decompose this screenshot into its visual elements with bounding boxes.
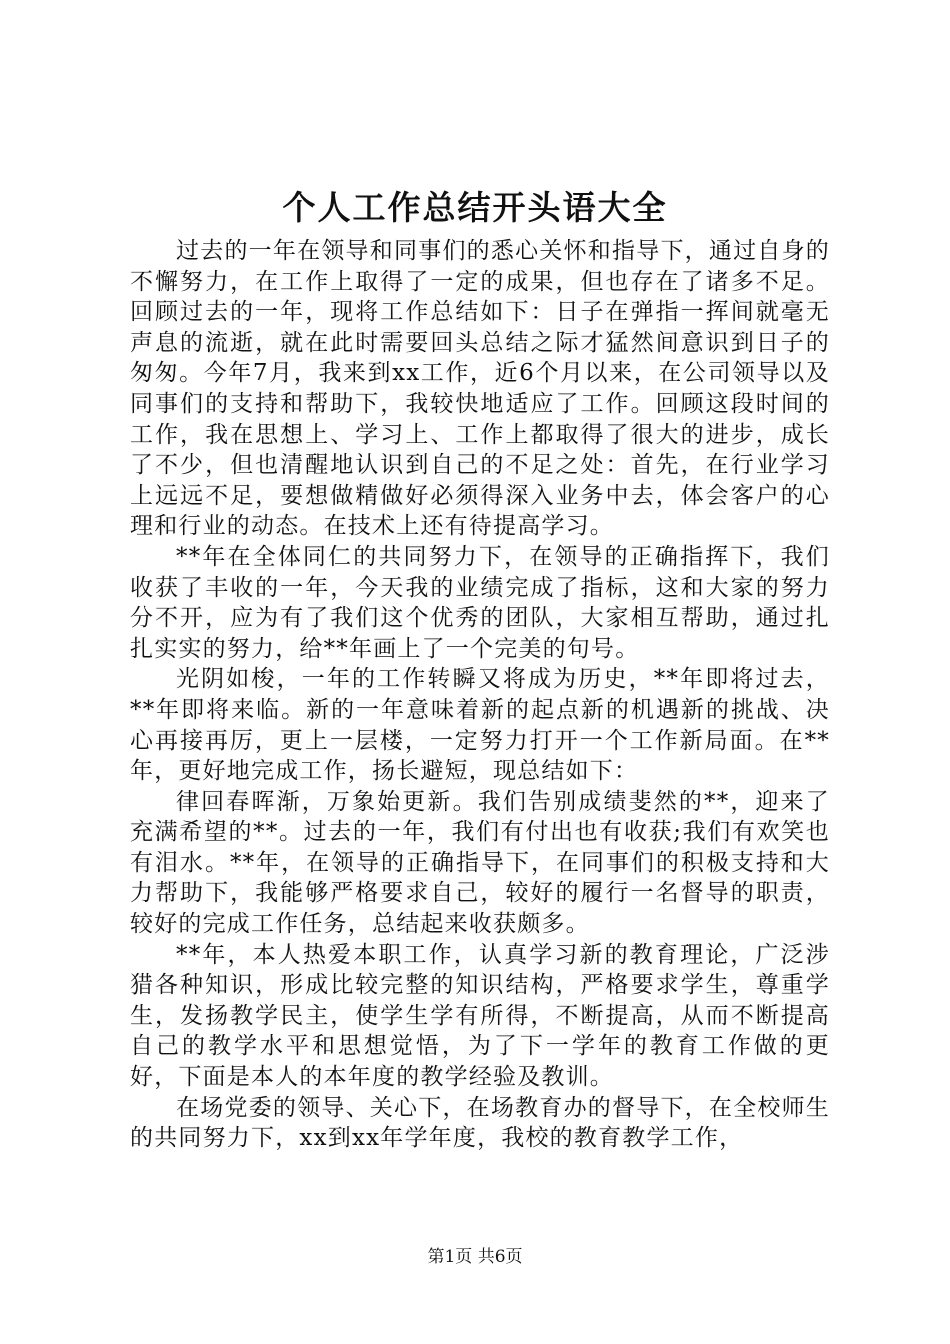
document-body — [130, 236, 830, 1154]
paragraph-6: 在场党委的领导、关心下，在场教育办的督导下，在全校师生的共同努力下，xx到xx年学年度，我校的教育教学工作， — [130, 1094, 830, 1152]
paragraph-4: 律回春晖渐，万象始更新。我们告别成绩斐然的**，迎来了充满希望的**。过去的一年，我们有付出也有收获;我们有欢笑也有泪水。**年，在领导的正确指导下，在同事们的积极支持和大力帮助下，我能够严格要求自己，较好的履行一名督导的职责，较好的完成工作任务，总结起来收获颇多。 — [130, 788, 830, 938]
paragraph-1: 过去的一年在领导和同事们的悉心关怀和指导下，通过自身的不懈努力，在工作上取得了一定的成果，但也存在了诸多不足。回顾过去的一年，现将工作总结如下：日子在弹指一挥间就毫无声息的流逝，就在此时需要回头总结之际才猛然间意识到日子的匆匆。今年7月，我来到xx工作，近6个月以来，在公司领导以及同事们的支持和帮助下，我较快地适应了工作。回顾这段时间的工作，我在思想上、学习上、工作上都取得了很大的进步，成长了不少，但也清醒地认识到自己的不足之处：首先，在行业学习上远远不足，要想做精做好必须得深入业务中去，体会客户的心理和行业的动态。在技术上还有待提高学习。 — [130, 238, 830, 540]
paragraph-5: **年，本人热爱本职工作，认真学习新的教育理论，广泛涉猎各种知识，形成比较完整的知识结构，严格要求学生，尊重学生，发扬教学民主，使学生学有所得，不断提高，从而不断提高自己的教学水平和思想觉悟，为了下一学年的教育工作做的更好，下面是本人的本年度的教学经验及教训。 — [130, 941, 830, 1091]
page-footer: 第1页 共6页 — [427, 1247, 523, 1267]
paragraph-2: **年在全体同仁的共同努力下，在领导的正确指挥下，我们收获了丰收的一年，今天我的业绩完成了指标，这和大家的努力分不开，应为有了我们这个优秀的团队，大家相互帮助，通过扎扎实实的努力，给**年画上了一个完美的句号。 — [130, 543, 830, 662]
document-title: 个人工作总结开头语大全 — [282, 188, 668, 227]
paragraph-3: 光阴如梭，一年的工作转瞬又将成为历史，**年即将过去，**年即将来临。新的一年意味着新的起点新的机遇新的挑战、决心再接再厉，更上一层楼，一定努力打开一个工作新局面。在**年，更好地完成工作，扬长避短，现总结如下： — [130, 666, 830, 785]
